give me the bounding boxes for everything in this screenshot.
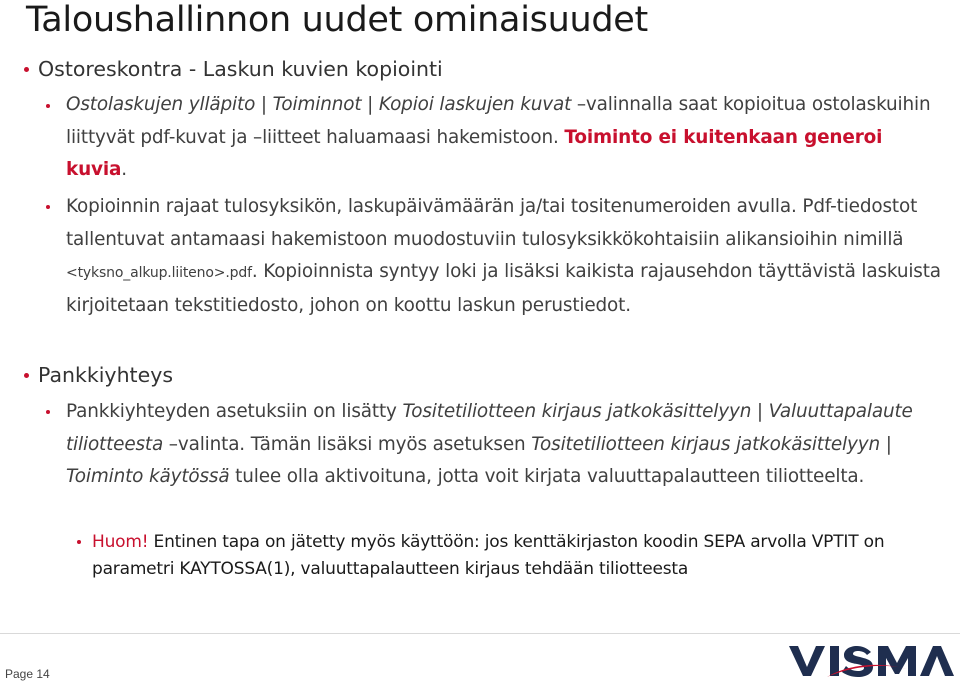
bullet-icon xyxy=(77,540,81,544)
setting-path-text: Tositetiliotteen kirjaus jatkokäsittelyyn | Toiminto käytössä xyxy=(66,433,892,487)
paragraph-text: tulee olla aktivoituna, jotta voit kirjata valuuttapalautteen tiliotteelta. xyxy=(229,466,865,487)
filename-pattern: <tyksno_alkup.liiteno>.pdf xyxy=(66,265,252,281)
paragraph-text: Entinen tapa on jätetty myös käyttöön: jos kenttäkirjaston koodin SEPA arvolla VPTIT on parametri KAYTOSSA(1), valuuttapalautteen kirjaus tehdään tiliotteesta xyxy=(92,532,885,579)
paragraph-text: –valinta. Tämän lisäksi myös asetuksen xyxy=(163,433,532,455)
bullet-icon xyxy=(24,373,29,378)
page-number: Page 14 xyxy=(5,667,50,681)
footer-divider xyxy=(0,633,960,634)
paragraph-kuvien-kopiointi xyxy=(66,89,946,187)
paragraph-text: –valinnalla saat kopioitua ostolaskuihin liittyvät pdf-kuvat ja –liitteet haluamaasi hakemistoon. xyxy=(66,94,931,148)
paragraph-text: . xyxy=(121,159,127,180)
note-label: Huom! xyxy=(92,532,149,552)
menu-path-text: Ostolaskujen ylläpito | Toiminnot | Kopioi laskujen kuvat xyxy=(66,94,572,115)
setting-path-text: Tositetiliotteen kirjaus jatkokäsittelyyn | Valuuttapalaute tiliotteesta xyxy=(66,401,913,455)
bullet-icon xyxy=(46,104,50,108)
paragraph-text: Kopioinnin rajaat tulosyksikön, laskupäivämäärän ja/tai tositenumeroiden avulla. Pdf-tiedostot tallentuvat antamaasi hakemistoon muodostuviin tulosyksikkökohtaisiin alikansioihin nimillä xyxy=(66,196,918,250)
paragraph-kopioinnin-rajaus xyxy=(66,191,946,322)
paragraph-huom xyxy=(92,529,942,583)
paragraph-text: Pankkiyhteyden asetuksiin on lisätty xyxy=(66,401,403,422)
bullet-icon xyxy=(46,410,50,414)
bullet-icon xyxy=(24,67,29,72)
warning-text: Toiminto ei kuitenkaan generoi kuvia xyxy=(66,126,883,180)
slide-title: Taloushallinnon uudet ominaisuudet xyxy=(26,0,648,40)
paragraph-text: . Kopioinnista syntyy loki ja lisäksi kaikista rajausehdon täyttävistä laskuista kirjoitetaan tekstitiedosto, johon on koottu laskun perustiedot. xyxy=(66,261,941,316)
visma-logo xyxy=(787,643,955,678)
section-heading-pankkiyhteys: Pankkiyhteys xyxy=(38,363,174,387)
section-heading-ostoreskontra: Ostoreskontra - Laskun kuvien kopiointi xyxy=(38,57,443,81)
bullet-icon xyxy=(46,205,50,209)
paragraph-pankkiyhteys-asetukset xyxy=(66,396,946,494)
